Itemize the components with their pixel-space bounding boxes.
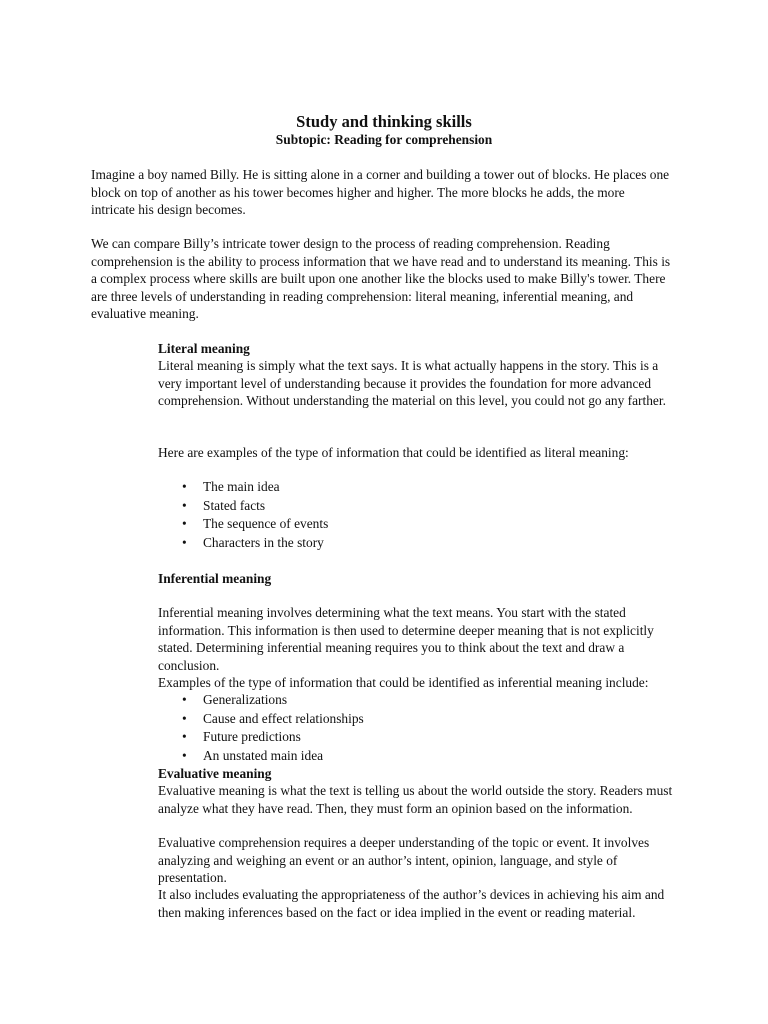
bullet-icon: •: [182, 479, 187, 494]
bullet-icon: •: [182, 497, 187, 513]
list-item: • Generalizations: [158, 691, 364, 710]
evaluative-heading: Evaluative meaning: [158, 766, 272, 781]
intro-paragraph-1: Imagine a boy named Billy. He is sitting alone in a corner and building a tower out of blocks. He places one block on top of another as his tower becomes higher and higher. The more blocks he adds, the more intricate his design becomes.: [91, 167, 670, 217]
list-item: • Characters in the story: [158, 534, 328, 553]
list-item: • An unstated main idea: [158, 747, 364, 766]
evaluative-paragraph-3: It also includes evaluating the appropriateness of the author’s devices in achieving his aim and then making inferences based on the fact or idea implied in the event or reading material.: [158, 887, 665, 920]
intro-paragraph-2: We can compare Billy’s intricate tower design to the process of reading comprehension. Reading comprehension is the ability to process information that we have read and to understand its meaning. This is a complex process where skills are built upon one another like the blocks used to make Billy's tower. There are three levels of understanding in reading comprehension: literal meaning, inferential meaning, and evaluative meaning.: [91, 236, 671, 321]
list-item: • The sequence of events: [158, 515, 328, 534]
inferential-body: Inferential meaning involves determining what the text means. You start with the stated information. This information is then used to determine deeper meaning that is not explicitly stated. Determining inferential meaning requires you to think about the text and draw a conclusion.: [158, 605, 654, 673]
list-item: • Future predictions: [158, 728, 364, 747]
list-item: • Cause and effect relationships: [158, 710, 364, 729]
page-title: Study and thinking skills: [296, 112, 472, 131]
bullet-icon: •: [182, 747, 187, 763]
literal-examples-intro: Here are examples of the type of information that could be identified as literal meaning:: [158, 445, 629, 460]
bullet-icon: •: [182, 516, 187, 531]
bullet-icon: •: [182, 534, 187, 550]
page-subtitle: Subtopic: Reading for comprehension: [275, 132, 493, 147]
inferential-examples-intro: Examples of the type of information that could be identified as inferential meaning include:: [158, 675, 649, 690]
list-item: • The main idea: [158, 478, 328, 497]
list-item: • Stated facts: [158, 497, 328, 516]
bullet-icon: •: [182, 729, 187, 744]
evaluative-paragraph-2: Evaluative comprehension requires a deeper understanding of the topic or event. It involves analyzing and weighing an event or an author’s intent, opinion, language, and style of presentation.: [158, 835, 650, 885]
evaluative-paragraph-1: Evaluative meaning is what the text is telling us about the world outside the story. Readers must analyze what they have read. Then, they must form an opinion based on the information.: [158, 783, 673, 816]
bullet-icon: •: [182, 692, 187, 707]
bullet-icon: •: [182, 710, 187, 726]
literal-bullet-list: [158, 478, 328, 552]
literal-heading: Literal meaning: [158, 341, 250, 356]
inferential-heading: Inferential meaning: [158, 571, 272, 586]
inferential-bullet-list: [158, 691, 364, 765]
literal-body: Literal meaning is simply what the text says. It is what actually happens in the story. This is a very important level of understanding because it provides the foundation for more advanced comprehension. Without understanding the material on this level, you could not go any farther.: [158, 358, 666, 408]
